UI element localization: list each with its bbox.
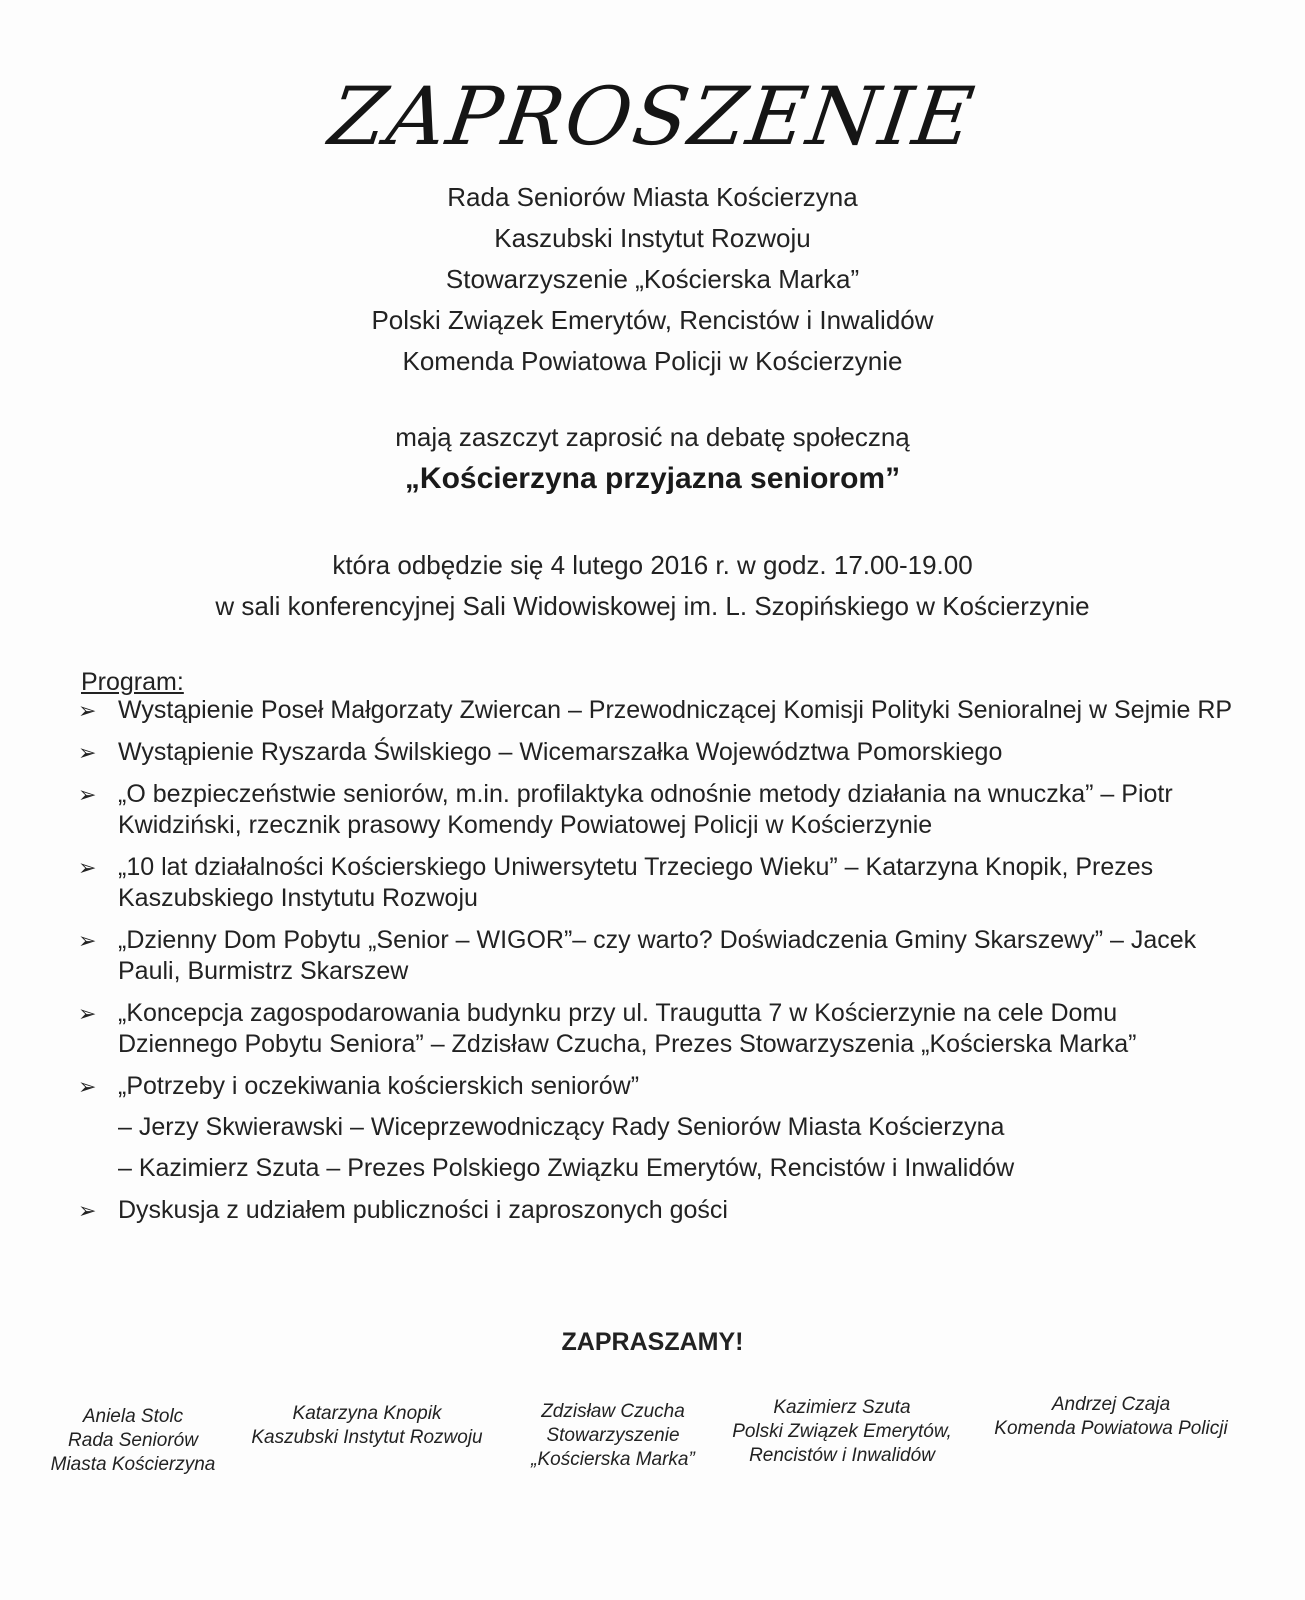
program-item bbox=[76, 695, 1236, 726]
program-item-text: Wystąpienie Ryszarda Świlskiego – Wicemarszałka Województwa Pomorskiego bbox=[118, 738, 1003, 766]
intro-text: mają zaszczyt zaprosić na debatę społeczną bbox=[395, 422, 910, 452]
arrow-bullet-icon: ➢ bbox=[78, 1001, 97, 1026]
program-item bbox=[76, 998, 1236, 1060]
signature-org: Polski Związek Emerytów, bbox=[732, 1421, 952, 1442]
signature-name: Kazimierz Szuta bbox=[773, 1397, 911, 1418]
signature-org: Rencistów i Inwalidów bbox=[749, 1445, 935, 1466]
arrow-bullet-icon: ➢ bbox=[78, 1198, 97, 1223]
program-subitem: – Jerzy Skwierawski – Wiceprzewodniczący Rady Seniorów Miasta Kościerzyna bbox=[118, 1113, 1005, 1141]
program-item bbox=[76, 779, 1236, 841]
signature-org: Miasta Kościerzyna bbox=[50, 1454, 216, 1475]
program-item bbox=[76, 925, 1236, 987]
arrow-bullet-icon: ➢ bbox=[78, 855, 97, 880]
invitation-title: ZAPROSZENIE bbox=[324, 70, 981, 163]
organizer-line: Kaszubski Instytut Rozwoju bbox=[494, 223, 811, 253]
program-item bbox=[76, 852, 1236, 914]
program-subitem: – Kazimierz Szuta – Prezes Polskiego Związku Emerytów, Rencistów i Inwalidów bbox=[118, 1154, 1015, 1182]
program-item bbox=[76, 1071, 1236, 1184]
signature-org: Rada Seniorów bbox=[68, 1430, 198, 1451]
event-location: w sali konferencyjnej Sali Widowiskowej im. L. Szopińskiego w Kościerzynie bbox=[215, 591, 1090, 621]
arrow-bullet-icon: ➢ bbox=[78, 740, 97, 765]
organizer-line: Komenda Powiatowa Policji w Kościerzynie bbox=[402, 346, 903, 376]
debate-title: „Kościerzyna przyjazna seniorom” bbox=[404, 462, 901, 495]
closing-text: ZAPRASZAMY! bbox=[561, 1328, 744, 1356]
program-item bbox=[76, 737, 1236, 768]
program-item bbox=[76, 1195, 1236, 1226]
signature-block bbox=[238, 1402, 496, 1450]
program-item-text: „Dzienny Dom Pobytu „Senior – WIGOR”– czy warto? Doświadczenia Gminy Skarszewy” – Jacek Pauli, Burmistrz Skarszew bbox=[118, 926, 1197, 985]
signature-block bbox=[722, 1396, 962, 1468]
arrow-bullet-icon: ➢ bbox=[78, 698, 97, 723]
signature-org: Stowarzyszenie bbox=[546, 1425, 680, 1446]
signature-block bbox=[28, 1405, 238, 1477]
signature-name: Katarzyna Knopik bbox=[292, 1403, 442, 1424]
signature-name: Aniela Stolc bbox=[82, 1406, 184, 1427]
signature-org: Komenda Powiatowa Policji bbox=[994, 1418, 1228, 1439]
program-list bbox=[76, 695, 1236, 1237]
organizers-list bbox=[0, 177, 1305, 382]
arrow-bullet-icon: ➢ bbox=[78, 782, 97, 807]
signature-block bbox=[506, 1400, 720, 1472]
arrow-bullet-icon: ➢ bbox=[78, 928, 97, 953]
event-details bbox=[0, 545, 1305, 627]
program-item-text: „O bezpieczeństwie seniorów, m.in. profilaktyka odnośnie metody działania na wnuczka” – Piotr Kwidziński, rzecznik prasowy Komendy Powiatowej Policji w Kościerzynie bbox=[118, 780, 1173, 839]
signature-name: Andrzej Czaja bbox=[1051, 1394, 1171, 1415]
event-date: która odbędzie się 4 lutego 2016 r. w godz. 17.00-19.00 bbox=[332, 550, 973, 580]
program-item-text: Wystąpienie Poseł Małgorzaty Zwiercan – Przewodniczącej Komisji Polityki Senioralnej w Sejmie RP bbox=[118, 696, 1233, 724]
program-heading: Program: bbox=[81, 668, 184, 696]
organizer-line: Polski Związek Emerytów, Rencistów i Inwalidów bbox=[371, 305, 934, 335]
program-item-text: „Potrzeby i oczekiwania kościerskich seniorów” bbox=[118, 1072, 640, 1100]
program-item-text: „10 lat działalności Kościerskiego Uniwersytetu Trzeciego Wieku” – Katarzyna Knopik, Prezes Kaszubskiego Instytutu Rozwoju bbox=[118, 853, 1154, 912]
signature-name: Zdzisław Czucha bbox=[541, 1401, 685, 1422]
signature-org: Kaszubski Instytut Rozwoju bbox=[251, 1427, 483, 1448]
program-item-text: „Koncepcja zagospodarowania budynku przy ul. Traugutta 7 w Kościerzynie na cele Domu Dziennego Pobytu Seniora” – Zdzisław Czucha, Prezes Stowarzyszenia „Kościerska Marka” bbox=[118, 999, 1137, 1058]
organizer-line: Stowarzyszenie „Kościerska Marka” bbox=[445, 264, 860, 294]
signature-block bbox=[980, 1393, 1242, 1441]
arrow-bullet-icon: ➢ bbox=[78, 1074, 97, 1099]
signature-org: „Kościerska Marka” bbox=[531, 1449, 695, 1470]
program-item-text: Dyskusja z udziałem publiczności i zaproszonych gości bbox=[118, 1196, 728, 1224]
organizer-line: Rada Seniorów Miasta Kościerzyna bbox=[447, 182, 858, 212]
